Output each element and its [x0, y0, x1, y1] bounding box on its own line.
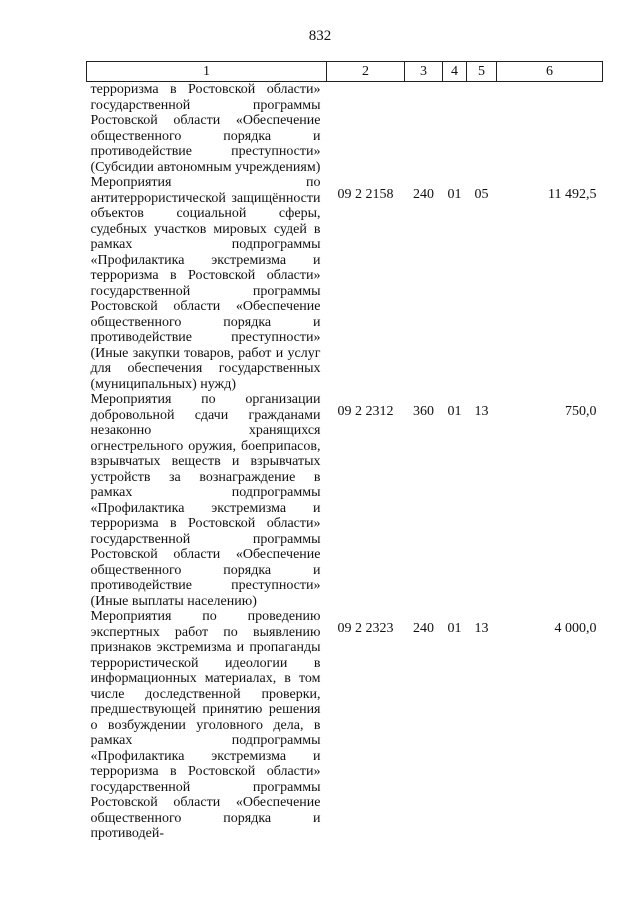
row-expense-type: 240: [413, 187, 434, 202]
row-subsection: 13: [474, 404, 489, 419]
table-row: [87, 392, 603, 609]
table-row: [87, 609, 603, 842]
row-expense-type: [405, 82, 443, 176]
row-description: терроризма в Ростовской области» государственной программы Ростовской области «Обеспечение общественного порядка и противодействие преступности» (Субсидии автономным учреждениям): [90, 82, 321, 175]
budget-table: [86, 61, 603, 842]
table-row: [87, 82, 603, 176]
row-amount: [497, 82, 603, 176]
row-section: 01: [447, 187, 462, 202]
header-col-4: 4: [443, 62, 467, 82]
table-row: [87, 175, 603, 392]
row-subsection: [467, 82, 497, 176]
row-target-code: 09 2 2158: [337, 187, 394, 202]
header-col-5: 5: [467, 62, 497, 82]
row-amount: 750,0: [565, 404, 597, 419]
row-expense-type: 240: [413, 621, 434, 636]
page-number: 832: [308, 28, 332, 44]
row-amount: 4 000,0: [554, 621, 597, 636]
row-subsection: 13: [474, 621, 489, 636]
header-col-2: 2: [327, 62, 405, 82]
row-target-code: 09 2 2323: [337, 621, 394, 636]
row-description: Мероприятия по проведению экспертных работ по выявлению признаков экстремизма и пропаганды террористической идеологии в информационных материалах, в том числе доследственной проверки, предшествующей принятию решения о возбуждении уголовного дела, в рамках подпрограммы «Профилактика экстремизма и терроризма в Ростовской области» государственной программы Ростовской области «Обеспечение общественного порядка и противодей-: [90, 609, 321, 841]
header-col-6: 6: [497, 62, 603, 82]
header-col-1: 1: [87, 62, 327, 82]
row-expense-type: 360: [413, 404, 434, 419]
row-subsection: 05: [474, 187, 489, 202]
row-target-code: 09 2 2312: [337, 404, 394, 419]
row-description: Мероприятия по антитеррористической защищённости объектов социальной сферы, судебных участков мировых судей в рамках подпрограммы «Профилактика экстремизма и терроризма в Ростовской области» государственной программы Ростовской области «Обеспечение общественного порядка и противодействие преступности» (Иные закупки товаров, работ и услуг для обеспечения государственных (муниципальных) нужд): [90, 175, 321, 392]
header-col-3: 3: [405, 62, 443, 82]
row-amount: 11 492,5: [548, 187, 597, 202]
row-section: 01: [447, 621, 462, 636]
row-section: 01: [447, 404, 462, 419]
row-target-code: [327, 82, 405, 176]
table-header-row: [87, 62, 603, 82]
row-description: Мероприятия по организации добровольной сдачи гражданами незаконно хранящихся огнестрельного оружия, боеприпасов, взрывчатых веществ и взрывчатых устройств за вознаграждение в рамках подпрограммы «Профилактика экстремизма и терроризма в Ростовской области» государственной программы Ростовской области «Обеспечение общественного порядка и противодействие преступности» (Иные выплаты населению): [90, 392, 321, 609]
row-section: [443, 82, 467, 176]
